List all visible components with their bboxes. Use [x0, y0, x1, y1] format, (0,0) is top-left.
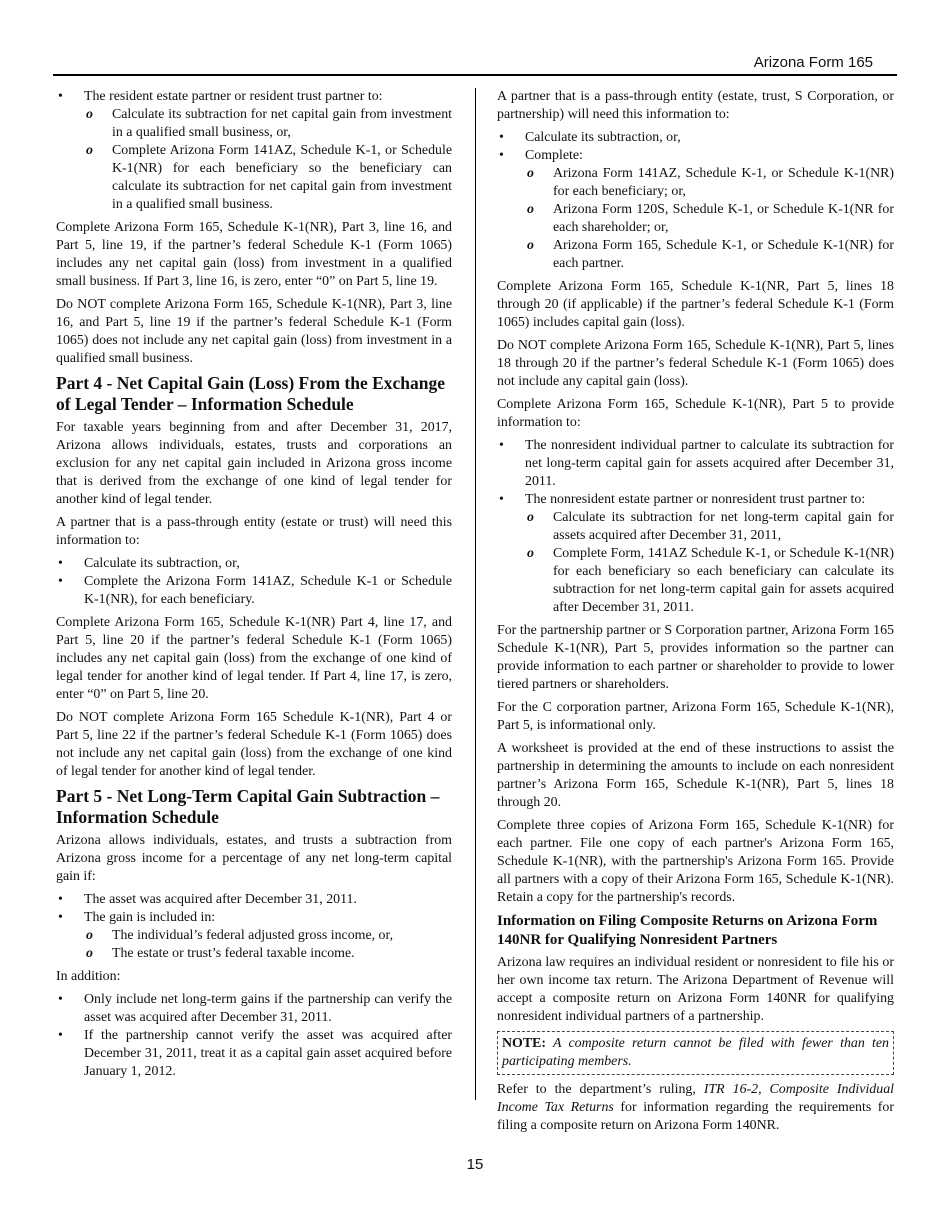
paragraph: For the C corporation partner, Arizona Form 165, Schedule K-1(NR), Part 5, is informational only.	[497, 700, 894, 733]
bullet-list	[497, 129, 894, 273]
paragraph: For taxable years beginning from and after December 31, 2017, Arizona allows individuals, estates, trusts and corporations an exclusion for any net capital gain included in Arizona gross income that is derived from the exchange of one kind of legal tender for another kind of legal tender.	[56, 420, 452, 507]
paragraph: Complete Arizona Form 165, Schedule K-1(NR, Part 5, lines 18 through 20 (if applicable) if the partner’s federal Schedule K-1 (Form 1065) includes capital gain (loss).	[497, 279, 894, 330]
paragraph: A partner that is a pass-through entity (estate or trust) will need this information to:	[56, 515, 452, 548]
sub-list-item: o The individual’s federal adjusted gross income, or,	[84, 927, 452, 945]
paragraph: Do NOT complete Arizona Form 165, Schedule K-1(NR), Part 5, lines 18 through 20 if the partner’s federal Schedule K-1 (Form 1065) does not include any capital gain (loss).	[497, 338, 894, 389]
paragraph: Do NOT complete Arizona Form 165, Schedule K-1(NR), Part 3, line 16, and Part 5, line 19 if the partner’s federal Schedule K-1 (Form 1065) does not include any net capital gain (loss) from investment in a qualified small business.	[56, 297, 452, 366]
list-item	[497, 147, 894, 273]
sub-list-item: o Arizona Form 120S, Schedule K-1, or Schedule K-1(NR for each shareholder; or,	[525, 201, 894, 237]
page-number: 15	[466, 1156, 484, 1173]
paragraph: Arizona allows individuals, estates, and trusts a subtraction from Arizona gross income for a percentage of any net long-term capital gain if:	[56, 833, 452, 884]
sub-list-item: o Calculate its subtraction for net capital gain from investment in a qualified small business, or,	[84, 106, 452, 142]
sub-list-item: o Complete Form, 141AZ Schedule K-1, or Schedule K-1(NR) for each beneficiary so each beneficiary can calculate its subtraction for net long-term capital gain for assets acquired after December 31, 2011.	[525, 545, 894, 617]
paragraph: For the partnership partner or S Corporation partner, Arizona Form 165 Schedule K-1(NR), Part 5, provides information so the partner can provide information to each partner or shareholder to provide to lower tiered partners or shareholders.	[497, 623, 894, 692]
paragraph: Complete three copies of Arizona Form 165, Schedule K-1(NR) for each partner. File one copy of each partner's Arizona Form 165, Schedule K-1(NR), with the partnership's Arizona Form 165. Provide all partners with a copy of their Arizona Form 165, Schedule K-1(NR). Retain a copy for the partnership's records.	[497, 818, 894, 905]
paragraph	[497, 1081, 894, 1135]
list-item	[497, 491, 894, 617]
sub-list	[84, 927, 452, 963]
paragraph: A worksheet is provided at the end of these instructions to assist the partnership in determining the amounts to include on each nonresident partner’s Arizona Form 165, Schedule K-1(NR), Part 5, lines 18 through 20.	[497, 741, 894, 810]
list-item: • Complete the Arizona Form 141AZ, Schedule K-1 or Schedule K-1(NR), for each beneficiary.	[56, 573, 452, 609]
bullet-list	[56, 891, 452, 963]
list-item	[56, 88, 452, 214]
paragraph: Complete Arizona Form 165, Schedule K-1(NR) Part 4, line 17, and Part 5, line 20 if the partner’s federal Schedule K-1 (Form 1065) includes any net capital gain (loss) from the exchange of one kind of legal tender for another kind of legal tender. If Part 4, line 17, is zero, enter “0” on Part 5, line 20.	[56, 615, 452, 702]
bullet-list	[56, 991, 452, 1081]
list-item: • Calculate its subtraction, or,	[497, 129, 894, 147]
bullet-list	[56, 555, 452, 609]
bullet-list	[56, 88, 452, 214]
list-item-text: The gain is included in:	[84, 910, 216, 925]
list-item-text: Complete:	[525, 148, 583, 163]
list-item: • The nonresident individual partner to calculate its subtraction for net long-term capital gain for assets acquired after December 31, 2011.	[497, 437, 894, 491]
list-item: • Only include net long-term gains if the partnership can verify the asset was acquired after December 31, 2011.	[56, 991, 452, 1027]
section-heading-composite: Information on Filing Composite Returns on Arizona Form 140NR for Qualifying Nonresident Partners	[497, 913, 878, 948]
note-text: A composite return cannot be filed with fewer than ten participating members.	[502, 1036, 889, 1069]
ruling-outro: for information regarding the requirements for filing a composite return on Arizona Form 140NR.	[497, 1100, 894, 1133]
note-box	[497, 1031, 894, 1075]
paragraph: Arizona law requires an individual resident or nonresident to file his or her own income tax return. The Arizona Department of Revenue will accept a composite return on Arizona Form 140NR for qualifying nonresident individual partners of a partnership.	[497, 955, 894, 1024]
right-column	[497, 88, 894, 1140]
sub-list	[84, 106, 452, 214]
ruling-intro: Refer to the department’s ruling,	[497, 1082, 704, 1097]
section-heading-part5: Part 5 - Net Long-Term Capital Gain Subtraction – Information Schedule	[56, 786, 440, 827]
column-divider	[475, 88, 476, 1100]
list-item	[56, 909, 452, 963]
list-item: • If the partnership cannot verify the asset was acquired after December 31, 2011, treat it as a capital gain asset acquired before January 1, 2012.	[56, 1027, 452, 1081]
paragraph: In addition:	[56, 969, 121, 984]
list-item-text: The nonresident estate partner or nonresident trust partner to:	[525, 492, 866, 507]
ruling-reference: ITR 16-2, Composite Individual Income Tax Returns	[497, 1082, 894, 1115]
paragraph: Complete Arizona Form 165, Schedule K-1(NR), Part 5 to provide information to:	[497, 397, 894, 430]
list-item: • The asset was acquired after December 31, 2011.	[56, 891, 452, 909]
header-rule	[53, 74, 897, 76]
sub-list	[525, 509, 894, 617]
sub-list-item: o Complete Arizona Form 141AZ, Schedule K-1, or Schedule K-1(NR) for each beneficiary so the beneficiary can calculate its subtraction for net capital gain from investment in a qualified small business.	[84, 142, 452, 214]
sub-list-item: o Arizona Form 165, Schedule K-1, or Schedule K-1(NR) for each partner.	[525, 237, 894, 273]
list-item: • Calculate its subtraction, or,	[56, 555, 452, 573]
list-item-text: The resident estate partner or resident trust partner to:	[84, 89, 383, 104]
sub-list	[525, 165, 894, 273]
paragraph: A partner that is a pass-through entity (estate, trust, S Corporation, or partnership) will need this information to:	[497, 89, 894, 122]
sub-list-item: o Arizona Form 141AZ, Schedule K-1, or Schedule K-1(NR) for each beneficiary; or,	[525, 165, 894, 201]
section-heading-part4: Part 4 - Net Capital Gain (Loss) From the Exchange of Legal Tender – Information Schedule	[56, 373, 446, 414]
sub-list-item: o Calculate its subtraction for net long-term capital gain for assets acquired after December 31, 2011,	[525, 509, 894, 545]
paragraph: Do NOT complete Arizona Form 165 Schedule K-1(NR), Part 4 or Part 5, line 22 if the partner’s federal Schedule K-1 (Form 1065) does not include any net capital gain (loss) from the exchange of one kind of legal tender for another kind of legal tender.	[56, 710, 452, 779]
sub-list-item: o The estate or trust’s federal taxable income.	[84, 945, 452, 963]
bullet-list	[497, 437, 894, 617]
form-header: Arizona Form 165	[753, 54, 873, 71]
left-column	[56, 88, 452, 1086]
note-label: NOTE:	[502, 1036, 546, 1051]
paragraph: Complete Arizona Form 165, Schedule K-1(NR), Part 3, line 16, and Part 5, line 19, if the partner’s federal Schedule K-1 (Form 1065) includes any net capital gain (loss) from investment in a qualified small business. If Part 3, line 16, is zero, enter “0” on Part 5, line 19.	[56, 220, 452, 289]
